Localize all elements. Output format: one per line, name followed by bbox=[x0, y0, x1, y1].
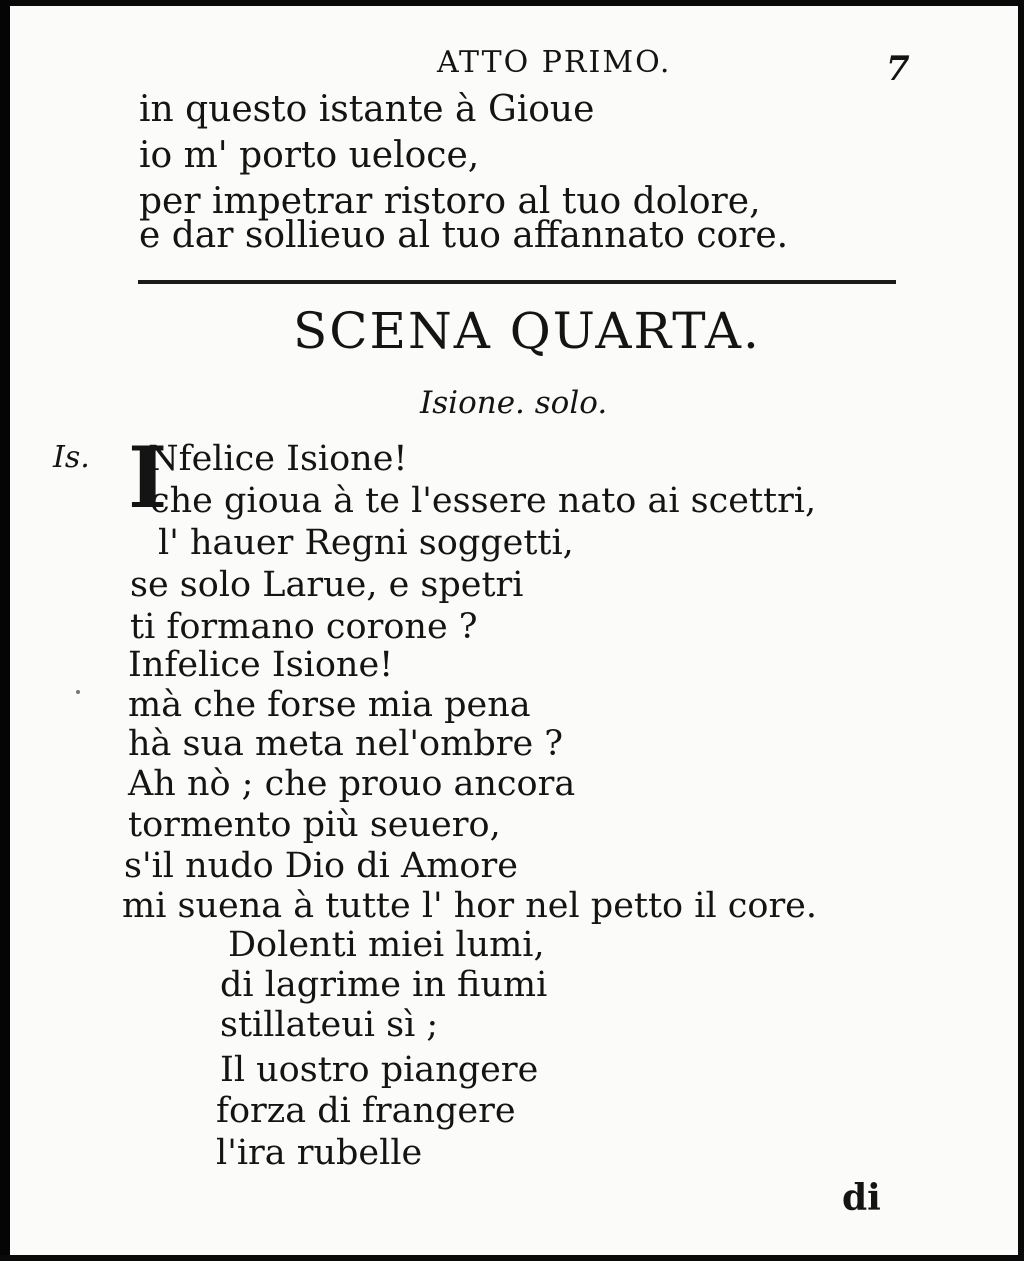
verse-line: e dar sollieuo al tuo affannato core. bbox=[139, 215, 789, 256]
verse-line: io m' porto ueloce, bbox=[139, 135, 480, 176]
aria-line: l'ira rubelle bbox=[216, 1133, 423, 1173]
scan-border-top bbox=[0, 0, 1024, 6]
speech-line: l' hauer Regni soggetti, bbox=[158, 523, 574, 563]
verse-line: in questo istante à Gioue bbox=[139, 89, 595, 130]
speech-line: se solo Larue, e spetri bbox=[130, 565, 524, 605]
speech-line: che gioua à te l'essere nato ai scettri, bbox=[150, 481, 817, 521]
scan-border-right bbox=[1018, 0, 1024, 1261]
speech-line: hà sua meta nel'ombre ? bbox=[128, 724, 564, 764]
speech-line: ti formano corone ? bbox=[130, 607, 478, 647]
speech-line: mi suena à tutte l' hor nel petto il core. bbox=[122, 886, 818, 926]
horizontal-rule bbox=[138, 280, 896, 284]
aria-line: Il uostro piangere bbox=[220, 1050, 539, 1090]
aria-line: stillateui sì ; bbox=[220, 1005, 439, 1045]
running-head: ATTO PRIMO. bbox=[437, 45, 672, 80]
verse-line: per impetrar ristoro al tuo dolore, bbox=[139, 181, 761, 222]
aria-line: forza di frangere bbox=[216, 1091, 516, 1131]
speech-line: Infelice Isione! bbox=[128, 645, 394, 685]
scan-border-left bbox=[0, 0, 10, 1261]
aria-line: Dolenti miei lumi, bbox=[228, 925, 545, 965]
scan-border-bottom bbox=[0, 1255, 1024, 1261]
speech-line: Ah nò ; che prouo ancora bbox=[128, 764, 576, 804]
scene-persona: Isione. solo. bbox=[420, 385, 608, 421]
speech-line: tormento più seuero, bbox=[128, 805, 501, 845]
speaker-label: Is. bbox=[53, 440, 90, 475]
speech-line: s'il nudo Dio di Amore bbox=[124, 846, 518, 886]
speech-line: mà che forse mia pena bbox=[128, 685, 531, 725]
speech-line: Nfelice Isione! bbox=[148, 439, 408, 479]
drop-cap-initial: I bbox=[128, 428, 168, 527]
ink-speck bbox=[76, 690, 80, 694]
aria-line: di lagrime in fiumi bbox=[220, 965, 548, 1005]
scene-title: SCENA QUARTA. bbox=[293, 302, 761, 360]
catchword: di bbox=[842, 1177, 881, 1219]
page-number: 7 bbox=[886, 49, 910, 89]
